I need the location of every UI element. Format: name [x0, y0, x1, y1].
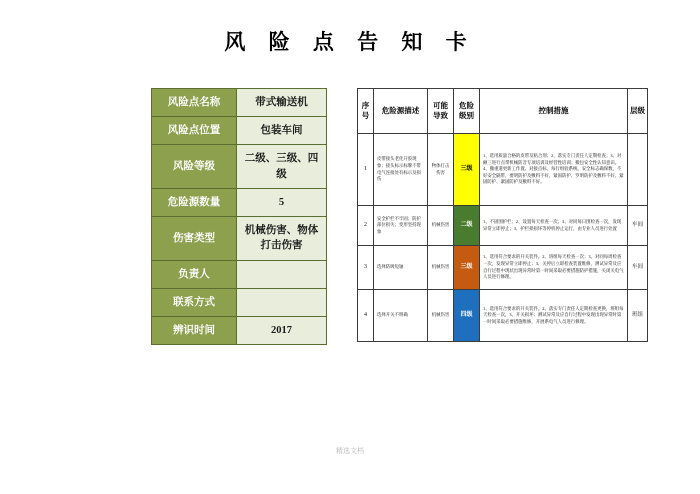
info-label: 风险点位置 — [152, 117, 237, 145]
cell-cause: 物体打击伤害 — [428, 134, 454, 206]
cell-index: 3 — [358, 246, 374, 290]
info-label: 危险源数量 — [152, 188, 237, 216]
table-row — [152, 288, 327, 316]
cell-measure: 1、选用符合要求的开关装件。2、班组每天检查一次；3、对同每周检查一次，发现异常立即停止；3、关停后立即检查装置维修，测试异常及应自行过程中现状出现异常时第一时间采取必要措施防护措施，关闭关电气人员进行修理。 — [480, 246, 628, 290]
table-row — [358, 246, 648, 290]
table-row — [358, 206, 648, 246]
info-label: 伤害类型 — [152, 217, 237, 260]
info-label: 风险点名称 — [152, 89, 237, 117]
column-header-layer: 层级 — [628, 89, 648, 134]
info-label: 负责人 — [152, 260, 237, 288]
info-value — [237, 288, 327, 316]
column-header-source: 危险源描述 — [374, 89, 428, 134]
cell-measure: 1、不固围护栏；2、设置每天检查一次；3、对同每日围检查一次，发现异常立即停止；3、护栏损损坏等停机停止运行，由专业人员进行处置 — [480, 206, 628, 246]
table-row — [152, 217, 327, 260]
status-badge-level: 四级 — [454, 290, 480, 342]
cell-index: 2 — [358, 206, 374, 246]
info-value — [237, 260, 327, 288]
cell-cause: 机械伤害 — [428, 246, 454, 290]
cell-source: 皮带接头老化开胶现象；接头标示标牌不带电气连接处有标示及损伤 — [374, 134, 428, 206]
footer-watermark: 精选文档 — [336, 447, 364, 455]
table-row — [152, 260, 327, 288]
cell-index: 1 — [358, 134, 374, 206]
cell-index: 4 — [358, 290, 374, 342]
info-value: 2017 — [237, 316, 327, 344]
cell-cause: 机械伤害 — [428, 290, 454, 342]
info-value: 机械伤害、物体打击伤害 — [237, 217, 327, 260]
risk-source-table — [357, 88, 648, 342]
info-value: 包装车间 — [237, 117, 327, 145]
cell-layer — [628, 134, 648, 206]
column-header-index: 序号 — [358, 89, 374, 134]
table-header-row — [358, 89, 648, 134]
risk-point-info-card — [151, 88, 327, 345]
cell-source: 选择防吸短轴 — [374, 246, 428, 290]
page-title: 风 险 点 告 知 卡 — [224, 30, 476, 54]
info-label: 联系方式 — [152, 288, 237, 316]
column-header-cause: 可能导致 — [428, 89, 454, 134]
table-row — [358, 134, 648, 206]
cell-layer: 班组 — [628, 290, 648, 342]
cell-measure: 1、选用质量合格的皮带及粘合剂；2、落实专门责任人定期检查；3、对额三进行点带机械防音专项培训及经营性培训；搬包安全性认知意识。4、搬重遗更新工作置、对接点标，每行组验系统、安全标志确保数，不好安全隔带，要明防护及敷料不好，紧固防护、罗明防护及敷料不好、紧固防护、紧固防护及敷料不好。 — [480, 134, 628, 206]
info-label: 风险等级 — [152, 145, 237, 188]
status-badge-level: 二级 — [454, 206, 480, 246]
info-label: 辨识时间 — [152, 316, 237, 344]
status-badge-level: 三级 — [454, 246, 480, 290]
info-value: 5 — [237, 188, 327, 216]
cell-source: 安全护栏不牢固；防护部位损失；变形坚持现象 — [374, 206, 428, 246]
cell-measure: 1、选用符合要求的开关装件。2、落实专门责任人定期检查更换，班组每天检查一次，3、开关损坏；测试异常及应自行过程中发现出现异常时第一时间采取必要措施维修，开展系电气人员进行修理。 — [480, 290, 628, 342]
status-badge-level: 三级 — [454, 134, 480, 206]
table-row — [152, 145, 327, 188]
cell-cause: 机械伤害 — [428, 206, 454, 246]
info-value: 带式输送机 — [237, 89, 327, 117]
cell-source: 选择开关不明确 — [374, 290, 428, 342]
table-row — [152, 89, 327, 117]
column-header-level: 危险级别 — [454, 89, 480, 134]
table-row — [358, 290, 648, 342]
cell-layer: 车间 — [628, 246, 648, 290]
table-row — [152, 117, 327, 145]
cell-layer: 车间 — [628, 206, 648, 246]
info-value: 二级、三级、四级 — [237, 145, 327, 188]
column-header-measure: 控制措施 — [480, 89, 628, 134]
table-row — [152, 188, 327, 216]
table-row — [152, 316, 327, 344]
